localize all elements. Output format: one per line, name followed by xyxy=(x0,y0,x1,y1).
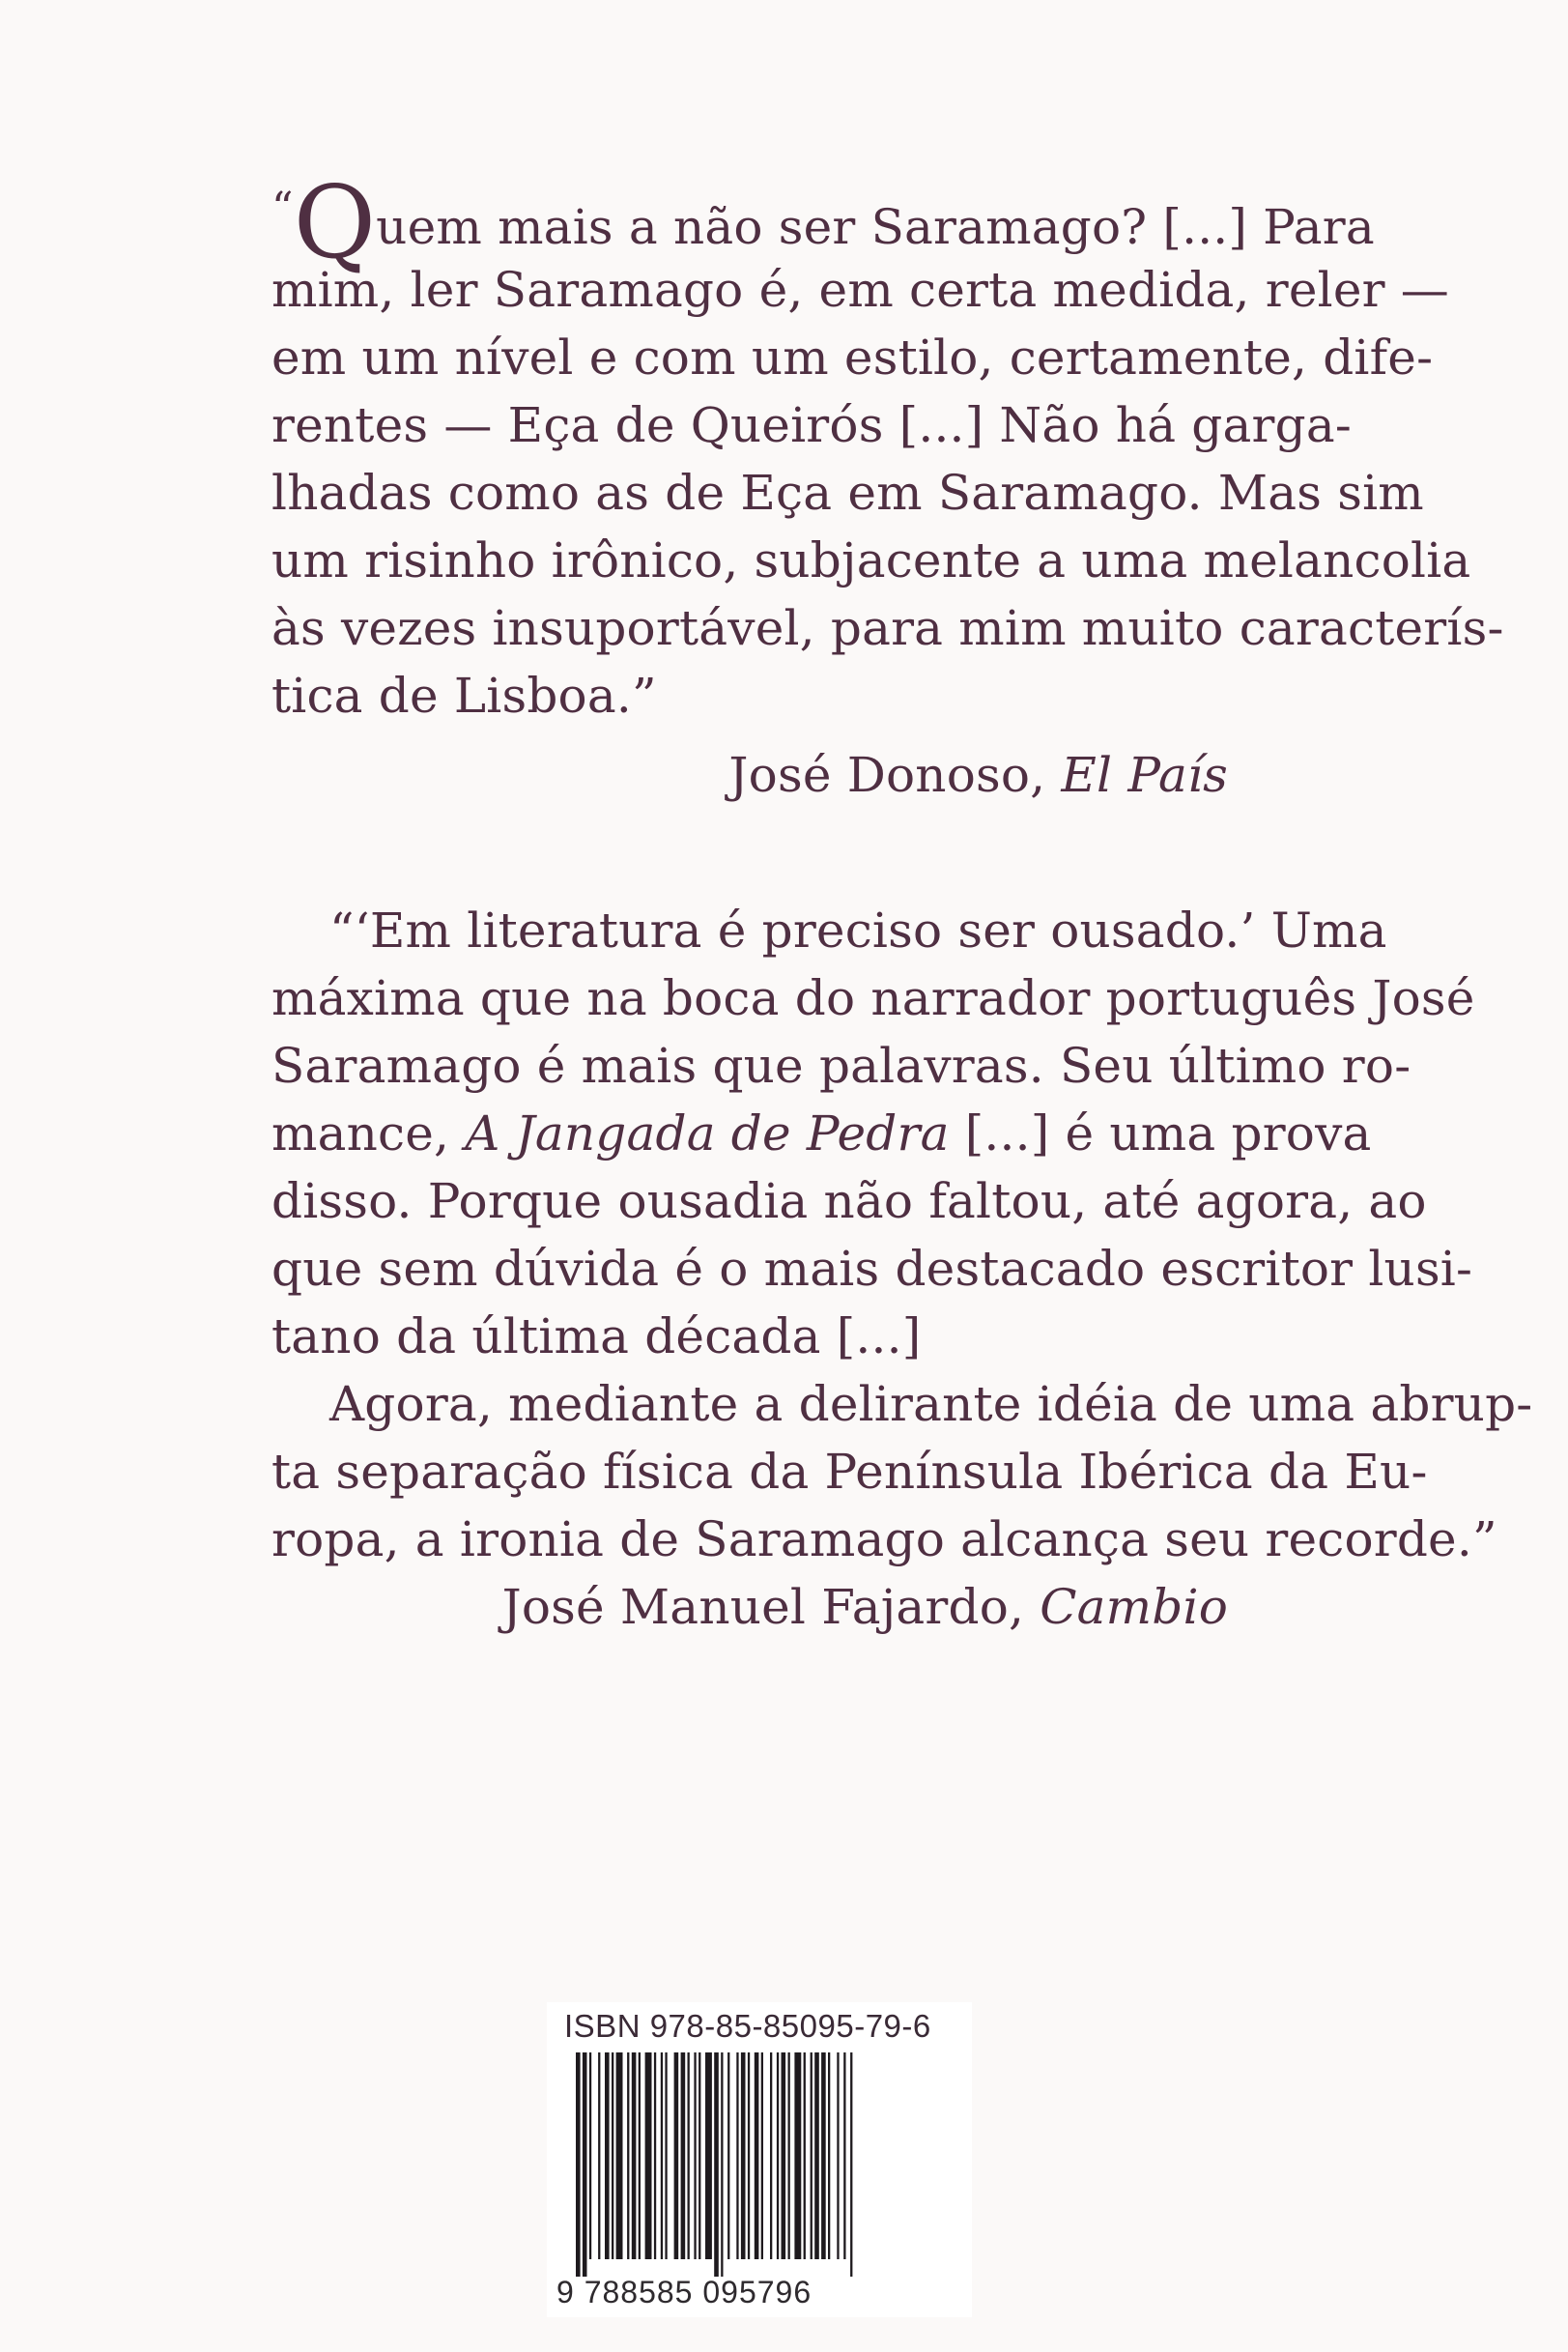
barcode-bar xyxy=(645,2052,652,2259)
barcode-bar xyxy=(721,2052,723,2277)
barcode-bar xyxy=(748,2052,750,2259)
barcode-bar xyxy=(598,2052,600,2259)
barcode-bar xyxy=(694,2052,696,2259)
quote-line: disso. Porque ousadia não faltou, até agora, ao xyxy=(271,1173,1427,1229)
barcode-bar xyxy=(828,2052,830,2259)
quote-text: uem mais a não ser Saramago? [...] Para xyxy=(376,199,1375,255)
barcode-bar xyxy=(804,2052,806,2259)
barcode-bar xyxy=(674,2052,679,2259)
barcode-bar xyxy=(612,2052,613,2259)
barcode-bar xyxy=(811,2052,813,2259)
barcode-bar xyxy=(589,2052,591,2259)
barcode-bar xyxy=(794,2052,801,2259)
attribution-author: José Donoso, xyxy=(728,747,1062,803)
barcode-bar xyxy=(665,2052,667,2259)
book-title: A Jangada de Pedra xyxy=(465,1105,950,1162)
barcode-bar xyxy=(639,2052,641,2259)
barcode-bar xyxy=(698,2052,700,2259)
attribution-fajardo xyxy=(271,1573,1228,1641)
barcode-bar xyxy=(616,2052,623,2259)
isbn-label: ISBN 978-85-85095-79-6 xyxy=(564,2008,931,2044)
attribution-author: José Manuel Fajardo, xyxy=(501,1579,1041,1635)
barcode-bar xyxy=(770,2052,772,2259)
barcode-bar xyxy=(850,2052,852,2277)
barcode-bar xyxy=(681,2052,686,2259)
barcode-bar xyxy=(661,2052,663,2259)
barcode-bar xyxy=(777,2052,779,2259)
barcode-bar xyxy=(583,2052,587,2277)
barcode-bar xyxy=(837,2052,839,2259)
quote-line: ta separação física da Península Ibérica da Eu- xyxy=(271,1444,1428,1500)
quote-text: [...] é uma prova xyxy=(949,1105,1372,1162)
quote-block-donoso xyxy=(271,163,1504,809)
quote-line: tica de Lisboa.” xyxy=(271,668,657,724)
barcode-bar xyxy=(843,2052,845,2259)
barcode-digits: 9 788585 095796 xyxy=(556,2275,813,2309)
quote-line: Agora, mediante a delirante idéia de uma abrup- xyxy=(329,1376,1533,1432)
quote-line: um risinho irônico, subjacente a uma melancolia xyxy=(271,532,1471,588)
barcode-bar xyxy=(821,2052,826,2259)
quote-line: rentes — Eça de Queirós [...] Não há garga- xyxy=(271,397,1352,453)
attribution-source: El País xyxy=(1061,747,1228,803)
isbn-barcode xyxy=(547,2002,972,2317)
quote-line: mim, ler Saramago é, em certa medida, reler — xyxy=(271,262,1450,318)
attribution-source: Cambio xyxy=(1040,1579,1228,1635)
barcode-bar xyxy=(627,2052,629,2259)
opening-quote-mark: “ xyxy=(271,184,294,233)
quote-line: ropa, a ironia de Saramago alcança seu recorde.” xyxy=(271,1511,1497,1567)
barcode-bar xyxy=(736,2052,738,2259)
barcode-bar xyxy=(654,2052,656,2259)
barcode-bar xyxy=(755,2052,759,2259)
quote-line xyxy=(271,163,1375,281)
quote-line: às vezes insuportável, para mim muito caracterís- xyxy=(271,600,1504,656)
quote-text: mance, xyxy=(271,1105,466,1162)
quote-line: lhadas como as de Eça em Saramago. Mas sim xyxy=(271,465,1424,521)
quote-line: que sem dúvida é o mais destacado escritor lusi- xyxy=(271,1241,1473,1297)
barcode-icon xyxy=(568,2052,955,2277)
drop-cap-letter: Q xyxy=(293,163,377,281)
quote-line: “‘Em literatura é preciso ser ousado.’ Uma xyxy=(329,903,1387,959)
barcode-bar xyxy=(688,2052,690,2259)
barcode-bar xyxy=(632,2052,637,2259)
barcode-bar xyxy=(761,2052,763,2259)
barcode-bar xyxy=(814,2052,819,2259)
quote-line: em um nível e com um estilo, certamente, dife- xyxy=(271,330,1434,386)
quote-block-fajardo xyxy=(271,897,1533,1641)
barcode-bar xyxy=(782,2052,786,2259)
quote-line: máxima que na boca do narrador português José xyxy=(271,970,1475,1026)
quote-line: tano da última década [...] xyxy=(271,1308,922,1364)
barcode-bar xyxy=(788,2052,790,2259)
barcode-bar xyxy=(727,2052,729,2259)
barcode-bar xyxy=(605,2052,610,2259)
quote-line xyxy=(271,1100,1372,1167)
barcode-bar xyxy=(741,2052,746,2259)
quote-line: Saramago é mais que palavras. Seu último ro- xyxy=(271,1038,1411,1094)
attribution-donoso xyxy=(271,741,1228,809)
barcode-bar xyxy=(714,2052,719,2277)
barcode-bar xyxy=(576,2052,581,2277)
barcode-bar xyxy=(705,2052,712,2259)
